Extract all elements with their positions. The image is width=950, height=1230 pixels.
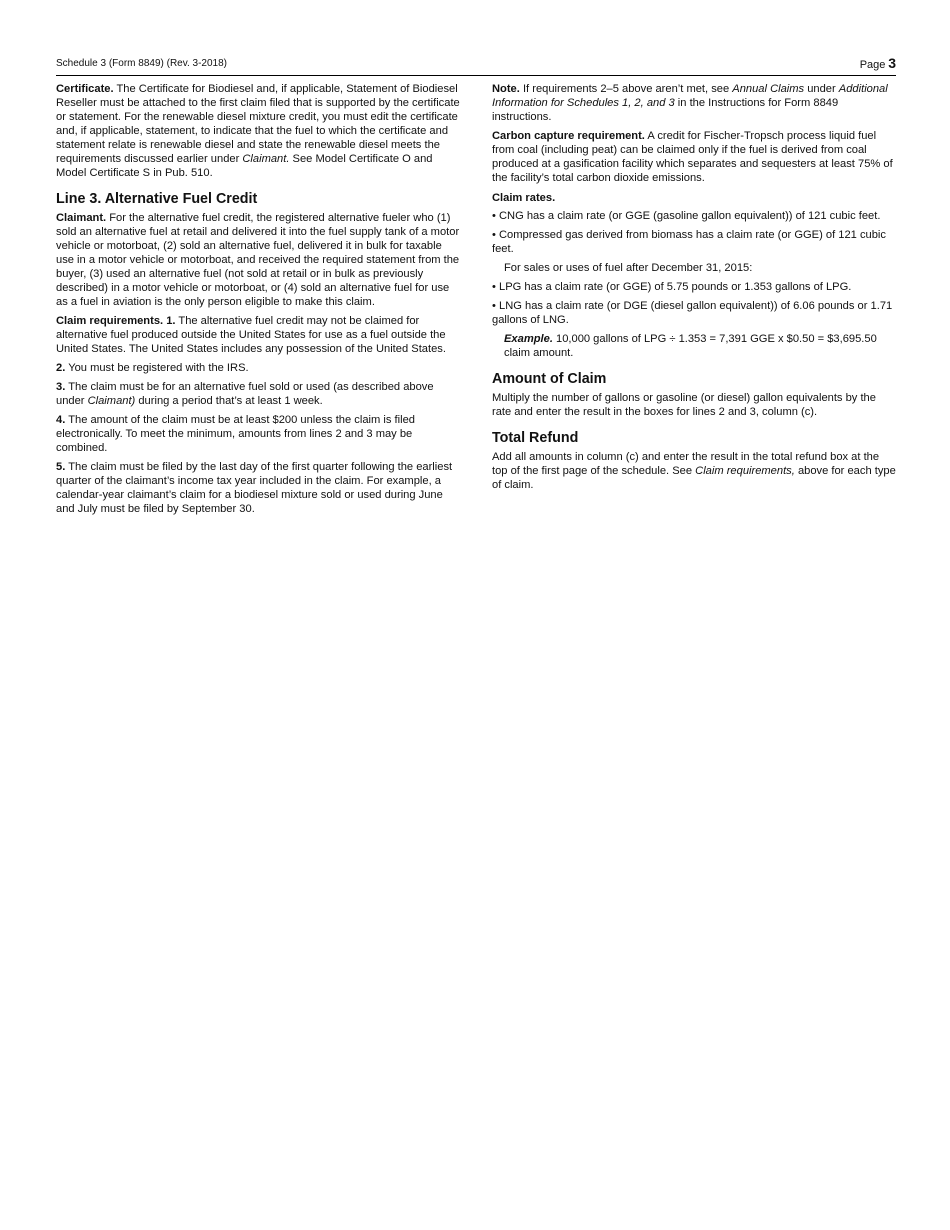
carbon-capture-paragraph [492,129,897,185]
requirement-3-num: 3. [56,381,66,393]
example-text: 10,000 gallons of LPG ÷ 1.353 = 7,391 GGE x $0.50 = $3,695.50 claim amount. [504,333,877,359]
note-text: If requirements 2–5 above aren’t met, see [519,83,733,95]
note-italic-2: Additional Information for Schedules 1, 2, and 3 [492,83,888,109]
left-column [56,82,461,521]
line3-heading: Line 3. Alternative Fuel Credit [56,191,258,207]
certificate-italic: Claimant. [242,153,290,165]
note-italic: Annual Claims [732,83,805,95]
claimant-text: For the alternative fuel credit, the registered alternative fueler who (1) sold an alternative fuel at retail and delivered it into the fuel supply tank of a motor vehicle or motorboat, (2) sold an alternative fuel, delivered it in bulk for taxable use in a motor vehicle or motorboat, and received the required statement from the buyer, (3) used an alternative fuel (not sold at retail or in bulk as previously described) in a motor vehicle or motorboat, or (4) sold an alternative fuel for use as a fuel in aviation is the only person eligible to make this claim. [56,212,460,308]
certificate-text: The Certificate for Biodiesel and, if applicable, Statement of Biodiesel Reseller must be attached to the first claim filed that is supported by the certificate or statement. For the renewable diesel mixture credit, you must edit the certificate and, if applicable, statement, to indicate that the fuel to which the certificate and statement relate is renewable diesel and state the renewable diesel meets the requirements discussed earlier under [56,83,460,165]
requirement-1 [56,314,461,356]
carbon-text: A credit for Fischer-Tropsch process liquid fuel from coal (including peat) can be claimed only if the fuel is derived from coal produced at a gasification facility which separates and sequesters at least 75% of the facility’s total carbon dioxide emissions. [492,130,893,184]
total-refund-paragraph [492,450,897,492]
requirement-2-num: 2. [56,362,66,374]
amount-of-claim-text: Multiply the number of gallons or gasoline (or diesel) gallon equivalents by the rate and enter the result in the boxes for lines 2 and 3, column (c). [492,392,876,418]
carbon-lead: Carbon capture requirement. [492,130,645,142]
requirement-3-text: The claim must be for an alternative fuel sold or used (as described above under [56,381,434,407]
bullet-biomass: • Compressed gas derived from biomass has a claim rate (or GGE) of 121 cubic feet. [492,229,886,255]
amount-of-claim-heading: Amount of Claim [492,371,607,387]
claimant-lead: Claimant. [56,212,107,224]
example-paragraph [492,332,897,360]
certificate-lead: Certificate. [56,83,114,95]
requirement-4-num: 4. [56,414,66,426]
note-paragraph [492,82,897,124]
requirement-3-italic: Claimant) [87,395,136,407]
requirement-4 [56,413,461,455]
page-header [56,55,896,76]
requirements-lead: Claim requirements. 1. [56,315,176,327]
bullet-lng: • LNG has a claim rate (or DGE (diesel gallon equivalent)) of 6.06 pounds or 1.71 gallons of LNG. [492,300,893,326]
note-lead: Note. [492,83,520,95]
note-text-2: under [804,83,839,95]
note-text-3: in the Instructions for Form 8849 instructions. [492,97,839,123]
certificate-paragraph [56,82,461,180]
requirement-2 [56,361,461,375]
page-label: Page [859,59,886,71]
after-2015-text: For sales or uses of fuel after December 31, 2015: [504,262,753,274]
total-refund-text: Add all amounts in column (c) and enter the result in the total refund box at the top of the first page of the schedule. See [492,451,880,477]
total-refund-heading: Total Refund [492,430,579,446]
total-refund-text-end: above for each type of claim. [492,465,896,491]
example-lead: Example. [504,333,553,345]
requirement-2-text: You must be registered with the IRS. [65,362,249,374]
requirement-5 [56,460,461,516]
total-refund-italic: Claim requirements, [695,465,795,477]
claimant-paragraph [56,211,461,309]
page-number: 3 [888,55,896,71]
requirement-1-text: The alternative fuel credit may not be claimed for alternative fuel produced outside the United States for use as a fuel outside the United States. The United States includes any possession of the United States. [56,315,446,355]
right-column [492,82,897,497]
bullet-cng: • CNG has a claim rate (or GGE (gasoline gallon equivalent)) of 121 cubic feet. [492,210,881,222]
form-identifier: Schedule 3 (Form 8849) (Rev. 3-2018) [56,58,228,69]
claim-rates-heading: Claim rates. [492,192,556,204]
requirement-5-num: 5. [56,461,66,473]
requirement-4-text: The amount of the claim must be at least $200 unless the claim is filed electronically. To meet the minimum, amounts from lines 2 and 3 may be combined. [56,414,415,454]
requirement-3-text-end: during a period that’s at least 1 week. [135,395,323,407]
requirement-3 [56,380,461,408]
page-number-label [860,55,896,71]
bullet-lpg: • LPG has a claim rate (or GGE) of 5.75 pounds or 1.353 gallons of LPG. [492,281,852,293]
certificate-text-end: See Model Certificate O and Model Certificate S in Pub. 510. [56,153,433,179]
requirement-5-text: The claim must be filed by the last day of the first quarter following the earliest quarter of the claimant’s income tax year included in the claim. For example, a calendar-year claimant’s claim for a biodiesel mixture sold or used during June and July must be filed by September 30. [56,461,453,515]
